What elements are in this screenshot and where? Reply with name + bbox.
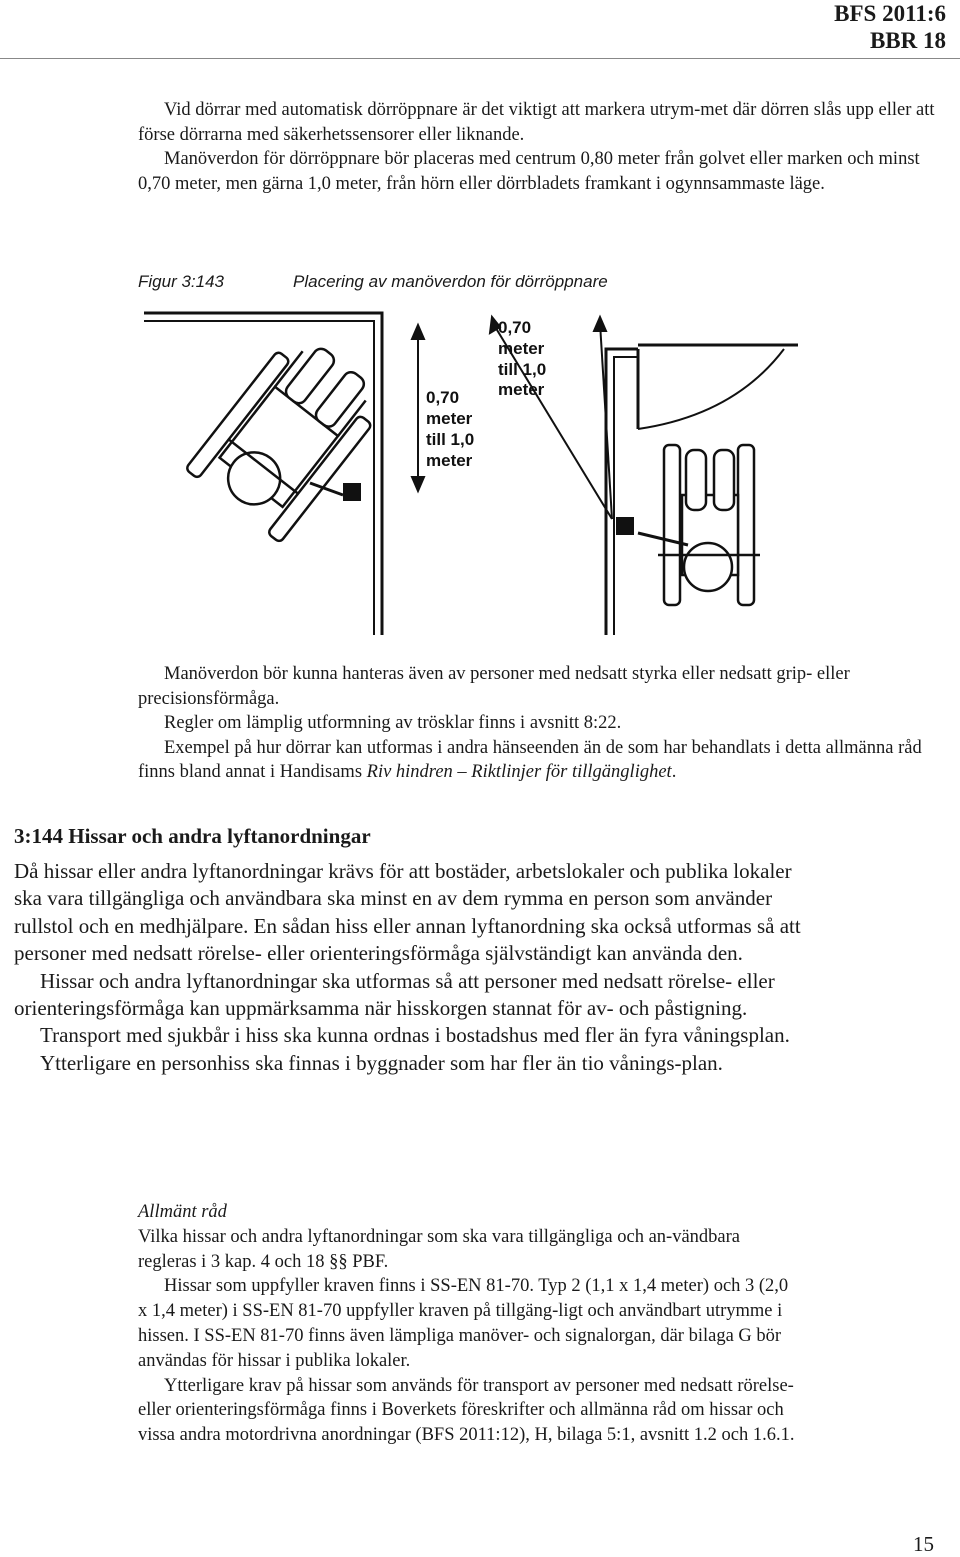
left-wheelchair-user (185, 327, 390, 543)
svg-text:meter: meter (426, 451, 473, 470)
advice-thresholds: Regler om lämplig utformning av trösklar finns i avsnitt 8:22. (164, 713, 622, 734)
page-header (834, 0, 946, 54)
intro-paragraph-1: Vid dörrar med automatisk dörröppnare är det viktigt att markera utrym-met där dörren slås upp eller att förse dörrarna med säkerhetssensorer eller liknande. (138, 100, 935, 145)
door-leaf (638, 345, 798, 429)
bfs-number: BFS 2011:6 (834, 1, 946, 26)
section-heading: 3:144 Hissar och andra lyftanordningar (14, 824, 371, 848)
svg-text:till 1,0: till 1,0 (498, 360, 547, 379)
svg-text:meter: meter (498, 380, 545, 399)
left-control-button (343, 483, 361, 501)
right-wheelchair-user (638, 445, 760, 605)
general-advice-paragraph-1: Vilka hissar och andra lyftanordningar som ska vara tillgängliga och an-vändbara regleras i 3 kap. 4 och 18 §§ PBF. (138, 1226, 740, 1272)
page-number: 15 (913, 1532, 934, 1556)
regulation-text (14, 858, 804, 1077)
left-dimension-arrow (412, 325, 424, 491)
svg-text:meter: meter (426, 409, 473, 428)
general-advice-paragraph-3: Ytterligare krav på hissar som används för transport av personer med nedsatt rörelse- eller orienteringsförmåga finns i Boverkets föreskrifter och allmänna råd om hissar och vissa andra motordrivna anordningar (BFS 2011:12), H, bilaga 5:1, avsnitt 1.2 och 1.6.1. (138, 1375, 795, 1446)
door-opener-illustration (138, 305, 810, 635)
bbr-number: BBR 18 (869, 28, 946, 53)
header-divider (0, 58, 960, 59)
intro-paragraph-2: Manöverdon för dörröppnare bör placeras med centrum 0,80 meter från golvet eller marken och minst 0,70 meter, men gärna 1,0 meter, från hörn eller dörrbladets framkant i ogynnsammaste läge. (138, 149, 920, 194)
figure-number: Figur 3:143 (138, 272, 224, 291)
svg-text:meter: meter (498, 339, 545, 358)
general-advice-paragraph-2: Hissar som uppfyller kraven finns i SS-EN 81-70. Typ 2 (1,1 x 1,4 meter) och 3 (2,0 x 1,4 meter) i SS-EN 81-70 uppfyller kraven på tillgäng-ligt och användbart utrymme i hissen. I SS-EN 81-70 finns även lämpliga manöver- och signalorgan, där bilaga G bör användas för hissar i publika lokaler. (138, 1276, 789, 1371)
door-opener-figure (138, 305, 810, 640)
right-control-button (616, 517, 634, 535)
regulation-paragraph-2: Hissar och andra lyftanordningar ska utformas så att personer med nedsatt rörelse- eller orienteringsförmåga kan uppmärksamma när hisskorgen stannat för av- och påstigning. (14, 968, 775, 1021)
figure-title: Placering av manöverdon för dörröppnare (293, 272, 608, 291)
advice-handisam: Exempel på hur dörrar kan utformas i andra hänseenden än de som har behandlats i detta allmänna råd finns bland annat i Handisams Riv hindren – Riktlinjer för tillgänglighet. (138, 737, 922, 783)
svg-text:0,70: 0,70 (498, 318, 532, 337)
regulation-paragraph-1: Då hissar eller andra lyftanordningar krävs för att bostäder, arbetslokaler och publika lokaler ska vara tillgängliga och användbara ska minst en av dem rymma en person som använder rullstol och en medhjälpare. En sådan hiss eller annan lyftanordning ska också utformas så att personer med nedsatt rörelse- eller orienteringsförmåga självständigt kan använda den. (14, 859, 801, 966)
regulation-paragraph-3: Transport med sjukbår i hiss ska kunna ordnas i bostadshus med fler än fyra våningsplan. (40, 1023, 790, 1048)
intro-advice (138, 98, 938, 196)
general-advice (138, 1200, 798, 1448)
regulation-paragraph-4: Ytterligare en personhiss ska finnas i byggnader som har fler än tio vånings-plan. (40, 1050, 723, 1075)
figure-advice (138, 662, 938, 785)
svg-text:0,70: 0,70 (426, 388, 460, 407)
svg-text:till 1,0: till 1,0 (426, 430, 475, 449)
left-dimension-label (426, 388, 474, 470)
advice-strength: Manöverdon bör kunna hanteras även av personer med nedsatt styrka eller nedsatt grip- eller precisionsförmåga. (138, 664, 850, 709)
right-dimension-label (498, 318, 546, 399)
handisam-title: Riv hindren – Riktlinjer för tillgänglighet (366, 762, 672, 783)
general-advice-label: Allmänt råd (138, 1202, 227, 1222)
